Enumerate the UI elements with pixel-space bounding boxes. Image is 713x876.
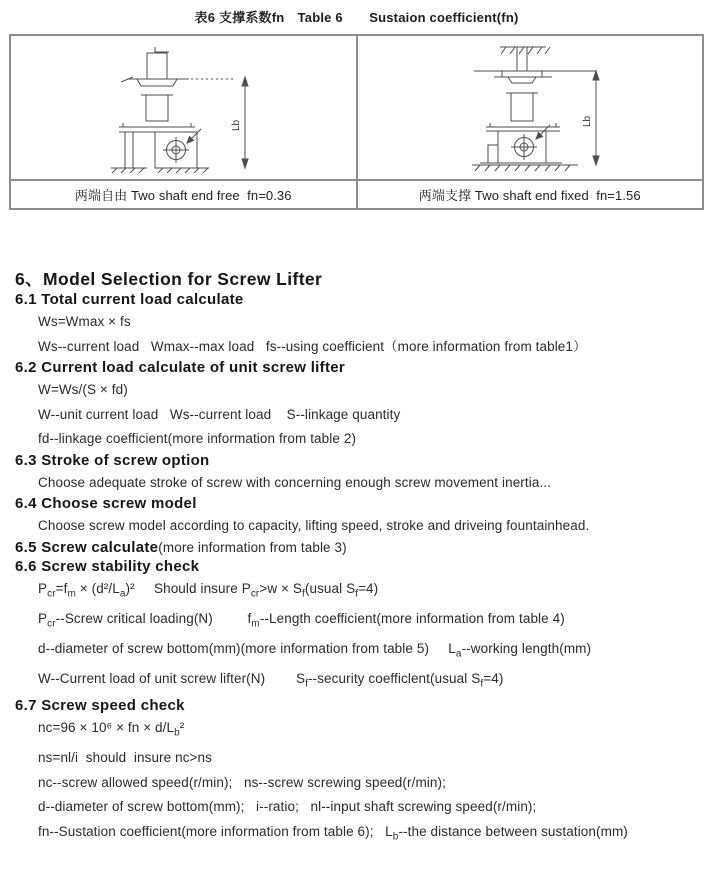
formula-line: ns=nl/i should insure nc>ns: [38, 750, 213, 766]
definition-line: nc--screw allowed speed(r/min); ns--screw screwing speed(r/min);: [38, 774, 446, 790]
definition-line: d--diameter of screw bottom(mm); i--ratio; nl--input shaft screwing speed(r/min);: [38, 799, 537, 815]
definition-line: d--diameter of screw bottom(mm)(more information from table 5) $L_a-$-working length(mm): [38, 640, 592, 660]
definition-line: W--Current load of unit screw lifter(N) $S_f-$-security coefficlent(usual $S_f=4$): [38, 671, 504, 690]
section-6-heading: 6、Model Selection for Screw Lifter: [15, 269, 323, 289]
subsection-6-4: [0, 495, 713, 539]
subsection-6-5: [0, 539, 713, 556]
subsection-6-7-heading: 6.7 Screw speed check: [15, 697, 185, 715]
definition-line: Ws--current load Wmax--max load fs--using coefficient（more information from table1）: [38, 338, 587, 354]
table6-diagram-free-cell: [10, 35, 357, 180]
definition-line: fd--linkage coefficient(more information from table 2): [38, 431, 357, 446]
subsection-6-5-heading: [15, 539, 713, 556]
subsection-6-6-heading: 6.6 Screw stability check: [15, 557, 200, 575]
subsection-6-3-heading: 6.3 Stroke of screw option: [15, 451, 210, 469]
subsection-6-1-heading: 6.1 Total current load calculate: [15, 291, 244, 308]
subsection-6-5-heading-bold: 6.5 Screw calculate: [15, 538, 159, 556]
body-line: Choose adequate stroke of screw with concerning enough screw movement inertia...: [38, 474, 552, 490]
dimension-label: Lb: [581, 115, 593, 127]
subsection-6-3: [0, 452, 713, 496]
subsection-6-2-heading: 6.2 Current load calculate of unit screw lifter: [15, 359, 346, 376]
lifter-two-end-free-diagram: [63, 37, 303, 173]
formula-line: nc=96 × 10⁶ × fn × $d/L_b^2$: [38, 720, 185, 739]
body-line: Choose screw model according to capacity, lifting speed, stroke and driveing fountainhead.: [38, 518, 590, 533]
formula-line: Ws=Wmax × fs: [38, 314, 131, 329]
formula-line: W=Ws/(S × fd): [38, 382, 128, 397]
definition-line: fn--Sustation coefficient(more information from table 6); $L_b-$-the distance between sustation(mm): [38, 823, 628, 843]
subsection-6-7: [0, 697, 713, 850]
table6-caption-free: 两端自由 Two shaft end free fn=0.36: [10, 180, 357, 209]
definition-line: W--unit current load Ws--current load S--linkage quantity: [38, 406, 401, 422]
subsection-6-1: [0, 291, 713, 359]
subsection-6-2: [0, 359, 713, 452]
subsection-6-5-heading-suffix: (more information from table 3): [158, 539, 347, 555]
dimension-label: Lb: [231, 119, 243, 131]
table6: [9, 34, 704, 210]
table6-caption-fixed: 两端支撑 Two shaft end fixed fn=1.56: [357, 180, 704, 209]
definition-line: $P_{cr}-$-Screw critical loading(N) $f_m-$-Length coefficient(more information from table 4): [38, 610, 565, 630]
lifter-two-end-fixed-diagram: [410, 37, 650, 173]
subsection-6-6: [0, 558, 713, 698]
formula-line: $P_{cr}=f_m \times (d^2/L_a)^2$ Should insure $P_{cr}>w$ × $S_f(usual$ $S_f=4$): [38, 580, 379, 600]
table6-title: 表6 支撑系数fn Table 6 Sustaion coefficient(fn): [194, 10, 519, 25]
subsection-6-4-heading: 6.4 Choose screw model: [15, 495, 197, 512]
table6-diagram-fixed-cell: [357, 35, 704, 180]
